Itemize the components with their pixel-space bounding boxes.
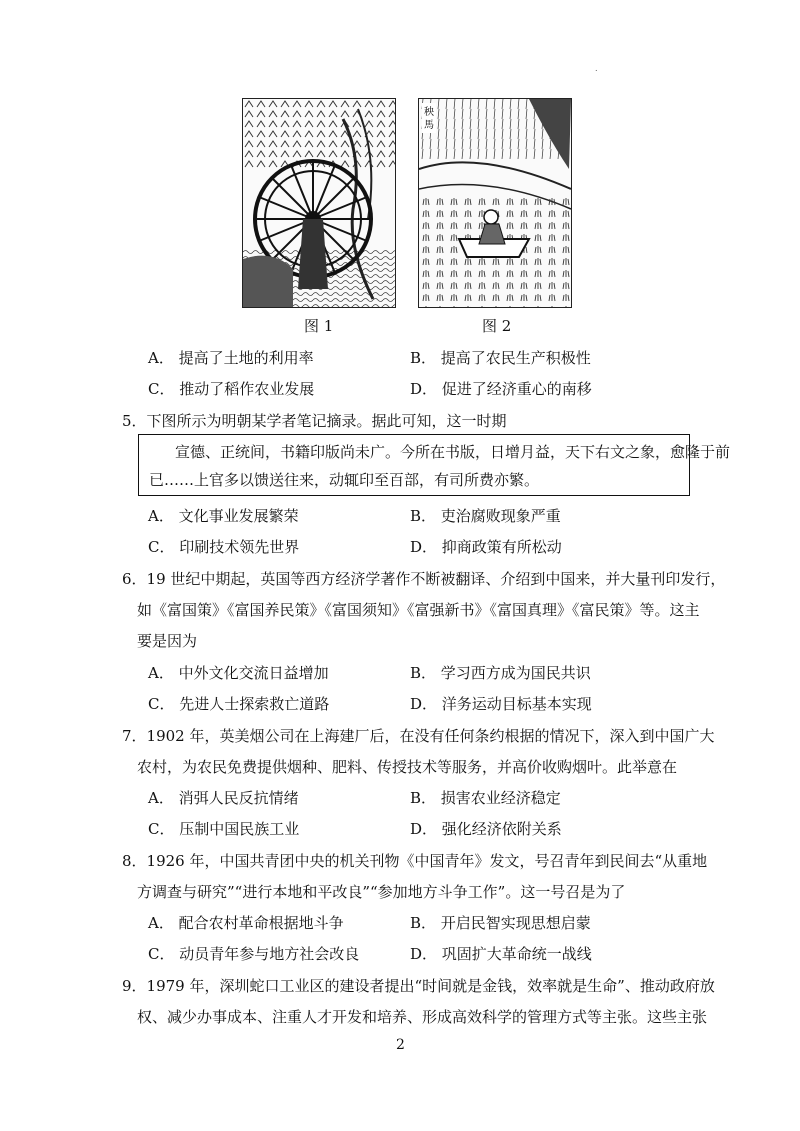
page-number: 2	[396, 1037, 405, 1053]
figure-1-waterwheel-image	[242, 98, 396, 308]
q7-line-1: 7．1902 年，英美烟公司在上海建厂后，在没有任何条约根据的情况下，深入到中国广大	[122, 727, 715, 745]
q8-option-c: C． 动员青年参与地方社会改良	[148, 945, 360, 963]
stray-mark: .	[595, 64, 598, 73]
q8-option-b: B． 开启民智实现思想启蒙	[410, 914, 591, 932]
q4-option-b: B． 提高了农民生产积极性	[410, 349, 591, 367]
q7-line-2: 农村，为农民免费提供烟种、肥料、传授技术等服务，并高价收购烟叶。此举意在	[137, 758, 678, 776]
q6-line-2: 如《富国策》《富国养民策》《富国须知》《富强新书》《富国真理》《富民策》等。这主	[137, 601, 700, 619]
q5-option-d: D． 抑商政策有所松动	[410, 538, 562, 556]
q5-option-b: B． 吏治腐败现象严重	[410, 507, 561, 525]
figure-2-caption: 图 2	[482, 317, 512, 335]
q6-option-d: D． 洋务运动目标基本实现	[410, 695, 592, 713]
q9-line-1: 9．1979 年，深圳蛇口工业区的建设者提出“时间就是金钱，效率就是生命”、推动政府放	[122, 977, 715, 995]
q8-line-2: 方调查与研究”“进行本地和平改良”“参加地方斗争工作”。这一号召是为了	[137, 883, 626, 901]
figure-2-stamp-char-1: 秧	[424, 107, 434, 118]
q5-quote-line-2: 已……上官多以馈送往来，动辄印至百部，有司所费亦繁。	[149, 471, 540, 489]
q8-line-1: 8．1926 年，中国共青团中央的机关刊物《中国青年》发文，号召青年到民间去“从重地	[122, 852, 708, 870]
q9-line-2: 权、减少办事成本、注重人才开发和培养、形成高效科学的管理方式等主张。这些主张	[137, 1008, 708, 1026]
q7-option-d: D． 强化经济依附关系	[410, 820, 562, 838]
q5-quote-line-1: 宣德、正统间，书籍印版尚未广。今所在书版，日增月益，天下右文之象，愈隆于前	[175, 443, 731, 461]
figure-2-stamp-char-2: 馬	[424, 120, 434, 131]
q5-option-c: C． 印刷技术领先世界	[148, 538, 300, 556]
q6-option-a: A． 中外文化交流日益增加	[148, 664, 329, 682]
seedling-boat-illustration	[419, 99, 571, 307]
q5-option-a: A． 文化事业发展繁荣	[148, 507, 299, 525]
q4-option-d: D． 促进了经济重心的南移	[410, 380, 592, 398]
q6-option-c: C． 先进人士探索救亡道路	[148, 695, 330, 713]
q7-option-a: A． 消弭人民反抗情绪	[148, 789, 299, 807]
q8-option-a: A． 配合农村革命根据地斗争	[148, 914, 344, 932]
q5-quote-box	[138, 434, 731, 496]
q4-option-c: C． 推动了稻作农业发展	[148, 380, 315, 398]
q8-option-d: D． 巩固扩大革命统一战线	[410, 945, 592, 963]
q6-option-b: B． 学习西方成为国民共识	[410, 664, 591, 682]
waterwheel-illustration	[243, 99, 395, 307]
q5-stem: 5．下图所示为明朝某学者笔记摘录。据此可知，这一时期	[122, 412, 507, 430]
figure-2-seedling-boat-image	[418, 98, 572, 308]
q7-option-c: C． 压制中国民族工业	[148, 820, 300, 838]
q6-line-1: 6．19 世纪中期起，英国等西方经济学著作不断被翻译、介绍到中国来，并大量刊印发行，	[122, 570, 726, 588]
q7-option-b: B． 损害农业经济稳定	[410, 789, 561, 807]
figure-1-caption: 图 1	[304, 317, 334, 335]
q4-option-a: A． 提高了土地的利用率	[148, 349, 314, 367]
q6-line-3: 要是因为	[137, 632, 198, 650]
